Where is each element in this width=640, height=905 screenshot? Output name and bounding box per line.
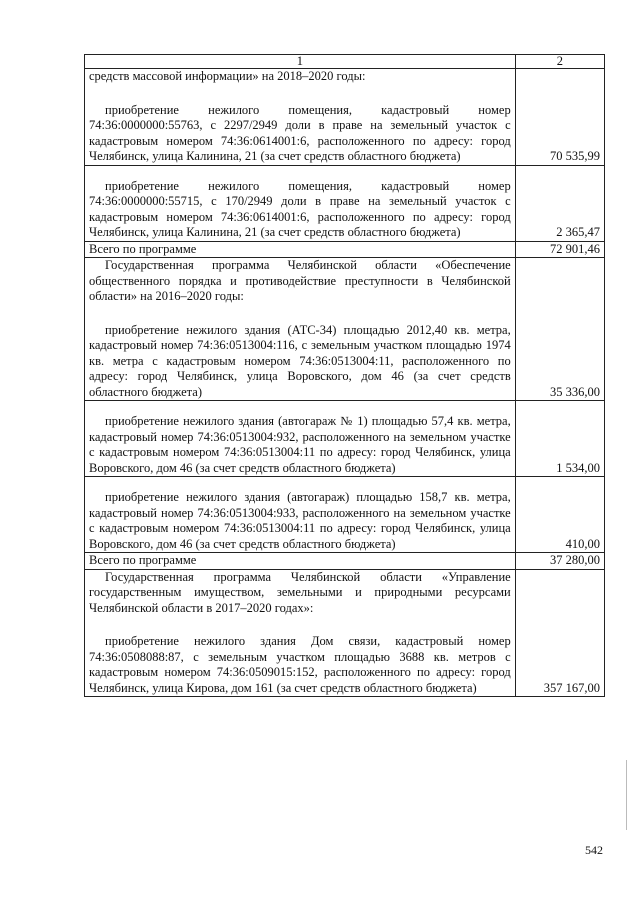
description-cell	[85, 165, 516, 241]
section-lead: средств массовой информации» на 2018–2020 годы:	[89, 69, 366, 83]
item-description: приобретение нежилого здания (АТС-34) площадью 2012,40 кв. метра, кадастровый номер 74:36:0513004:116, с земельным участком площадью 1974 кв. метра с кадастровым номером 74:36:0513004:11, расположенного по адресу: город Челябинск, улица Воровского, дом 46 (за счет средств областного бюджета)	[89, 322, 511, 399]
table-row	[85, 69, 605, 166]
item-description: приобретение нежилого здания Дом связи, кадастровый номер 74:36:0508088:87, с земельным участком площадью 3688 кв. метров с кадастровым номером 74:36:0509015:152, расположенного по адресу: город Челябинск, улица Кирова, дом 161 (за счет средств областного бюджета)	[89, 634, 511, 695]
amount-cell: 357 167,00	[515, 569, 604, 697]
total-row	[85, 553, 605, 570]
total-row	[85, 241, 605, 258]
item-description: приобретение нежилого помещения, кадастровый номер 74:36:0000000:55715, с 170/2949 доли в праве на земельный участок с кадастровым номером 74:36:0614001:6, расположенного по адресу: город Челябинск, улица Калинина, 21 (за счет средств областного бюджета)	[89, 178, 511, 239]
table-row	[85, 477, 605, 553]
amount-cell: 410,00	[515, 477, 604, 553]
table-row	[85, 165, 605, 241]
total-amount: 72 901,46	[515, 241, 604, 258]
scan-edge-line	[626, 760, 627, 830]
table-row	[85, 401, 605, 477]
total-amount: 37 280,00	[515, 553, 604, 570]
amount-cell: 2 365,47	[515, 165, 604, 241]
section-lead: Государственная программа Челябинской области «Обеспечение общественного порядка и противодействие преступности в Челябинской области» на 2016–2020 годы:	[89, 258, 511, 303]
table-row	[85, 569, 605, 697]
description-cell	[85, 69, 516, 166]
column-1-header: 1	[85, 55, 516, 69]
amount-cell: 1 534,00	[515, 401, 604, 477]
amount-cell: 35 336,00	[515, 258, 604, 401]
description-cell	[85, 401, 516, 477]
total-label: Всего по программе	[85, 241, 516, 258]
item-description: приобретение нежилого здания (автогараж) площадью 158,7 кв. метра, кадастровый номер 74:36:0513004:933, расположенного на земельном участке с кадастровым номером 74:36:0513004:11 по адресу: город Челябинск, улица Воровского, дом 46 (за счет средств областного бюджета)	[89, 490, 511, 551]
description-cell	[85, 569, 516, 697]
item-description: приобретение нежилого помещения, кадастровый номер 74:36:0000000:55763, с 2297/2949 доли в праве на земельный участок с кадастровым номером 74:36:0614001:6, расположенного по адресу: город Челябинск, улица Калинина, 21 (за счет средств областного бюджета)	[89, 102, 511, 163]
table-row	[85, 258, 605, 401]
section-lead: Государственная программа Челябинской области «Управление государственным имуществом, земельными и природными ресурсами Челябинской области в 2017–2020 годах»:	[89, 569, 511, 615]
total-label: Всего по программе	[85, 553, 516, 570]
description-cell	[85, 258, 516, 401]
description-cell	[85, 477, 516, 553]
table-header-row	[85, 55, 605, 69]
item-description: приобретение нежилого здания (автогараж № 1) площадью 57,4 кв. метра, кадастровый номер 74:36:0513004:932, расположенного на земельном участке с кадастровым номером 74:36:0513004:11 по адресу: город Челябинск, улица Воровского, дом 46 (за счет средств областного бюджета)	[89, 414, 511, 475]
amount-cell: 70 535,99	[515, 69, 604, 166]
property-table	[84, 54, 605, 697]
column-2-header: 2	[515, 55, 604, 69]
page-number: 542	[585, 843, 603, 857]
